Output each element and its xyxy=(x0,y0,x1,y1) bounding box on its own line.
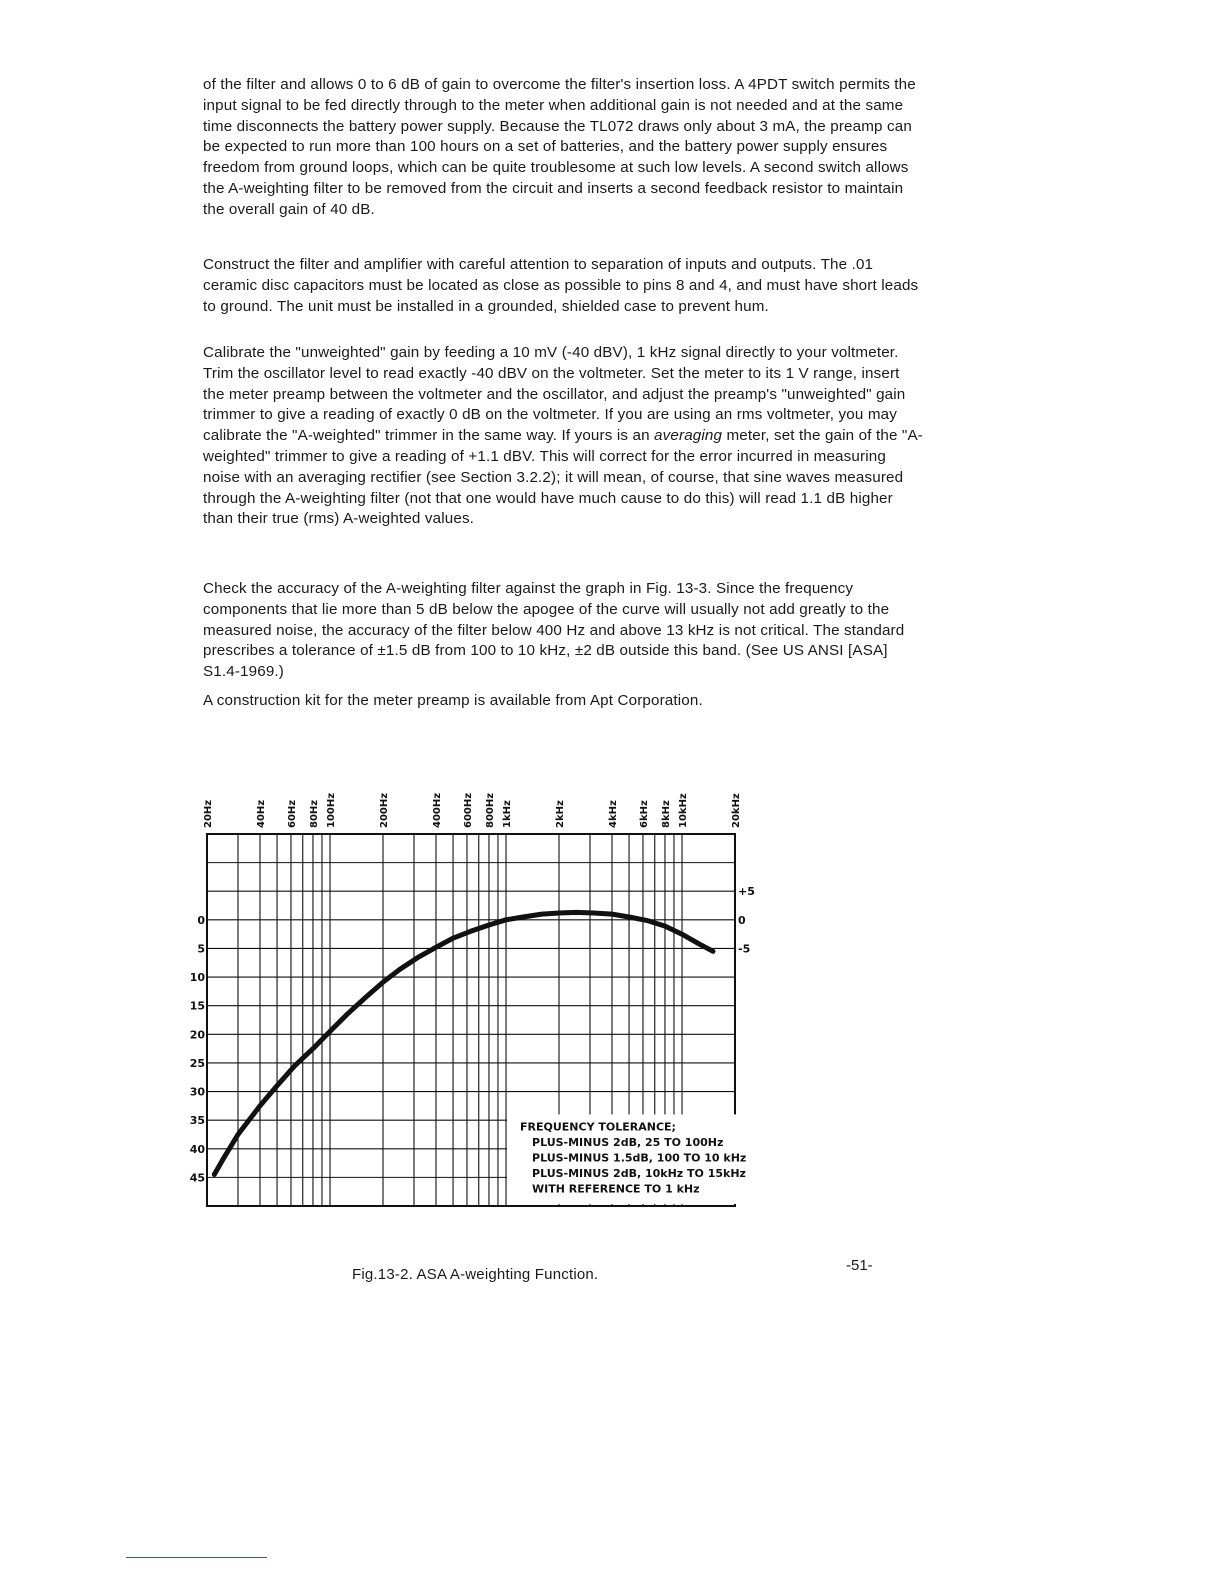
x-tick-label: 6kHz xyxy=(638,800,650,828)
paragraph-text: A construction kit for the meter preamp is available from Apt Corporation. xyxy=(203,692,703,709)
y-axis-label-right: -5 xyxy=(738,942,751,956)
a-weighting-chart xyxy=(180,770,820,1220)
y-axis-label-right: +5 xyxy=(738,885,755,899)
tolerance-legend-line: FREQUENCY TOLERANCE; xyxy=(520,1120,676,1134)
x-tick-label: 400Hz xyxy=(431,792,443,828)
y-axis-label-left: 45 xyxy=(189,1171,205,1185)
x-tick-label: 4kHz xyxy=(607,800,619,828)
x-tick-label: 2kHz xyxy=(555,800,566,828)
paragraph-text-part: Calibrate the "unweighted" gain by feeding a 10 mV (-40 dBV), 1 kHz signal directly to your voltmeter. Trim the oscillator level to read exactly -40 dBV on the voltmeter. Set the meter to its 1 V range, insert the meter preamp between the voltmeter and the oscillator, and adjust the preamp's "unweighted" gain trimmer to give a reading of exactly 0 dB on the voltmeter. If you are using an rms voltmeter, you may calibrate the "A-weighted" trimmer in the same way. If yours is an xyxy=(203,344,906,445)
x-tick-label: 20Hz xyxy=(203,799,214,828)
paragraph-filter-gain xyxy=(203,75,925,221)
x-tick-label: 100Hz xyxy=(326,792,338,828)
paragraph-accuracy-check xyxy=(203,579,925,683)
tolerance-legend-line: PLUS-MINUS 2dB, 25 TO 100Hz xyxy=(532,1135,724,1149)
x-tick-label: 600Hz xyxy=(462,792,474,828)
paragraph-text xyxy=(203,343,925,530)
y-axis-label-left: 15 xyxy=(189,999,205,1013)
y-axis-label-left: 20 xyxy=(189,1028,205,1042)
paragraph-text: of the filter and allows 0 to 6 dB of gain to overcome the filter's insertion loss. A 4PDT switch permits the input signal to be fed directly through to the meter when additional gain is not needed and at the same time disconnects the battery power supply. Because the TL072 draws only about 3 mA, the preamp can be expected to run more than 100 hours on a set of batteries, and the battery power supply ensures freedom from ground loops, which can be quite troublesome at such low levels. A second switch allows the A-weighting filter to be removed from the circuit and inserts a second feedback resistor to maintain the overall gain of 40 dB. xyxy=(203,76,916,218)
y-axis-label-right: 0 xyxy=(738,913,746,927)
x-tick-label: 800Hz xyxy=(484,792,496,828)
paragraph-calibration xyxy=(203,343,925,530)
tolerance-legend-line: PLUS-MINUS 1.5dB, 100 TO 10 kHz xyxy=(532,1151,747,1165)
y-axis-label-left: 35 xyxy=(189,1114,205,1128)
y-axis-label-left: 5 xyxy=(197,942,205,956)
paragraph-text: Construct the filter and amplifier with careful attention to separation of inputs and outputs. The .01 ceramic disc capacitors must be located as close as possible to pins 8 and 4, and must have short leads to ground. The unit must be installed in a grounded, shielded case to prevent hum. xyxy=(203,256,919,315)
y-axis-label-left: 0 xyxy=(197,913,205,927)
x-tick-label: 200Hz xyxy=(379,792,390,828)
emphasis-averaging: averaging xyxy=(654,427,723,445)
footnote-rule xyxy=(126,1557,267,1558)
x-tick-label: 40Hz xyxy=(255,799,267,828)
x-tick-label: 20kHz xyxy=(731,793,742,828)
paragraph-text-part: meter, set the gain of the "A-weighted" trimmer to give a reading of +1.1 dBV. This will correct for the error incurred in measuring noise with an averaging rectifier (see Section 3.2.2); it will mean, of course, that sine waves measured through the A-weighting filter (not that one would have much cause to do this) will read 1.1 dB higher than their true (rms) A-weighted values. xyxy=(203,427,923,528)
x-tick-label: 8kHz xyxy=(660,800,672,828)
y-axis-label-left: 25 xyxy=(189,1056,205,1070)
y-axis-label-left: 10 xyxy=(189,971,205,985)
y-axis-label-left: 40 xyxy=(189,1142,205,1156)
x-tick-label: 10kHz xyxy=(678,793,690,828)
tolerance-legend-line: PLUS-MINUS 2dB, 10kHz TO 15kHz xyxy=(532,1166,746,1180)
tolerance-legend-line: WITH REFERENCE TO 1 kHz xyxy=(532,1182,700,1196)
page-number: -51- xyxy=(846,1257,873,1274)
y-axis-label-left: 30 xyxy=(189,1085,205,1099)
figure-caption: Fig.13-2. ASA A-weighting Function. xyxy=(352,1266,599,1283)
x-tick-label: 80Hz xyxy=(308,799,320,828)
x-tick-label: 60Hz xyxy=(286,799,298,828)
paragraph-kit xyxy=(203,691,925,712)
paragraph-construction xyxy=(203,255,925,317)
paragraph-text: Check the accuracy of the A-weighting filter against the graph in Fig. 13-3. Since the frequency components that lie more than 5 dB below the apogee of the curve will usually not add greatly to the measured noise, the accuracy of the filter below 400 Hz and above 13 kHz is not critical. The standard prescribes a tolerance of ±1.5 dB from 100 to 10 kHz, ±2 dB outside this band. (See US ANSI [ASA] S1.4-1969.) xyxy=(203,580,905,681)
x-tick-label: 1kHz xyxy=(502,800,514,828)
chart-svg xyxy=(180,770,820,1220)
